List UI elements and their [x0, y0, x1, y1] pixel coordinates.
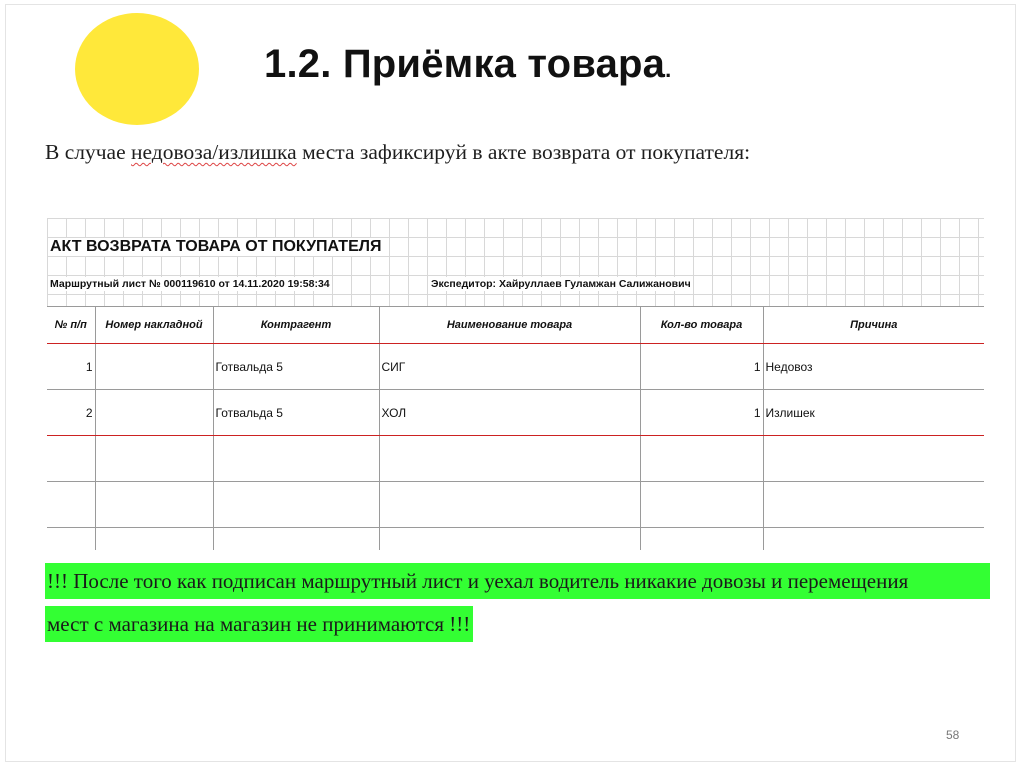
- column-header: Контрагент: [213, 307, 379, 344]
- column-header: № п/п: [47, 307, 95, 344]
- warning-note-line-1: !!! После того как подписан маршрутный лист и уехал водитель никакие довозы и перемещения: [45, 563, 990, 599]
- yellow-circle-decoration: [75, 13, 199, 125]
- empty-table-row: [47, 436, 984, 482]
- empty-table-row: [47, 528, 984, 551]
- intro-text-before: В случае: [45, 140, 132, 164]
- intro-text-after: места зафиксируй в акте возврата от покупателя:: [296, 140, 751, 164]
- empty-table-row: [47, 482, 984, 528]
- table-row: [47, 390, 984, 436]
- row-number: 2: [47, 390, 95, 436]
- act-table-wrapper: [47, 306, 984, 550]
- product-quantity: 1: [640, 344, 763, 390]
- intro-text: [45, 140, 750, 165]
- return-act-document: [47, 218, 984, 550]
- table-row: [47, 344, 984, 390]
- slide-title: [264, 42, 671, 87]
- reason: Недовоз: [763, 344, 984, 390]
- reason: Излишек: [763, 390, 984, 436]
- act-expeditor: Экспедитор: Хайруллаев Гуламжан Салижанович: [431, 278, 691, 290]
- warning-note-line-2: мест с магазина на магазин не принимаются !!!: [45, 606, 473, 642]
- row-number: 1: [47, 344, 95, 390]
- counterparty: Готвальда 5: [213, 344, 379, 390]
- invoice-number: [95, 390, 213, 436]
- column-header: Номер накладной: [95, 307, 213, 344]
- product-name: СИГ: [379, 344, 640, 390]
- column-header: Кол-во товара: [640, 307, 763, 344]
- product-quantity: 1: [640, 390, 763, 436]
- warning-note: [45, 560, 990, 646]
- act-table-header-row: [47, 307, 984, 344]
- slide-title-dot: .: [665, 57, 672, 82]
- page-number: 58: [946, 728, 960, 742]
- act-route-sheet: Маршрутный лист № 000119610 от 14.11.2020 19:58:34: [50, 278, 330, 290]
- act-title: АКТ ВОЗВРАТА ТОВАРА ОТ ПОКУПАТЕЛЯ: [50, 238, 385, 256]
- counterparty: Готвальда 5: [213, 390, 379, 436]
- column-header: Причина: [763, 307, 984, 344]
- product-name: ХОЛ: [379, 390, 640, 436]
- invoice-number: [95, 344, 213, 390]
- column-header: Наименование товара: [379, 307, 640, 344]
- slide-title-text: 1.2. Приёмка товара: [264, 42, 666, 86]
- intro-text-marked: недовоза/излишка: [131, 140, 297, 164]
- act-table: [47, 306, 984, 550]
